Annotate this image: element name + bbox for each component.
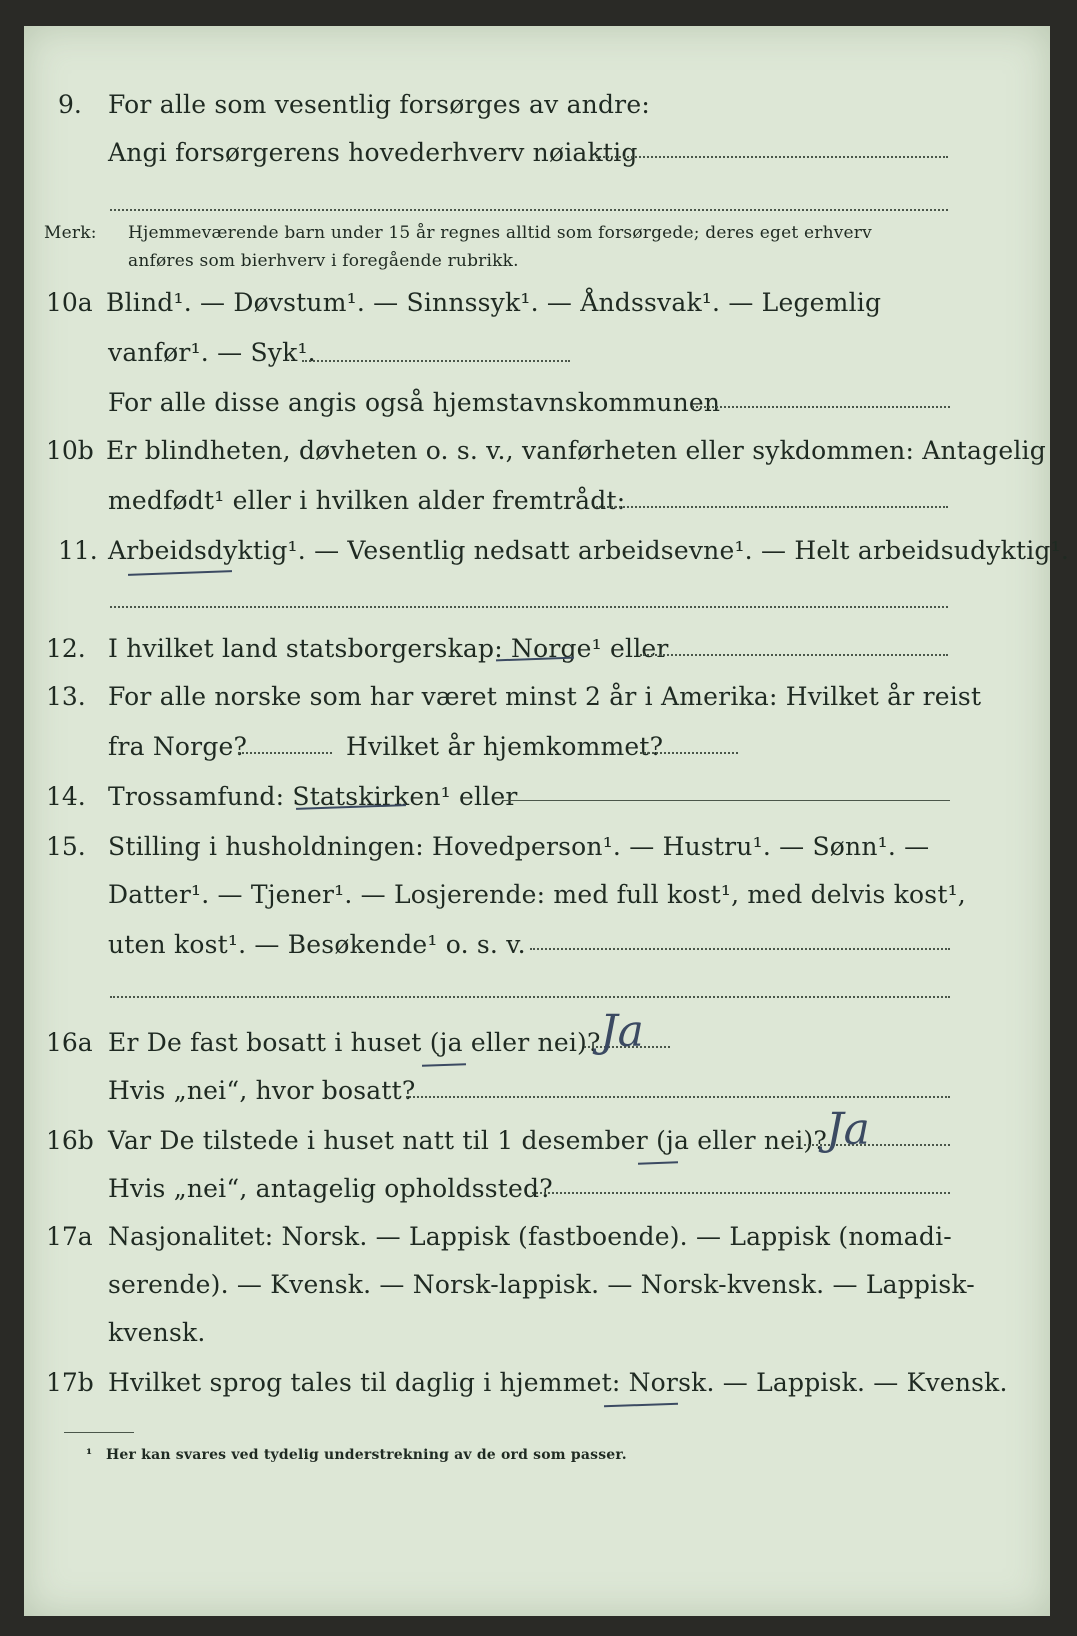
q16b-underline-mark bbox=[638, 1161, 678, 1164]
q10a-line2: vanfør¹. — Syk¹. bbox=[108, 338, 316, 367]
q15-line3: uten kost¹. — Besøkende¹ o. s. v. bbox=[108, 930, 526, 959]
q13-line2a: fra Norge? bbox=[108, 732, 248, 761]
q14-religion-field[interactable] bbox=[502, 800, 950, 801]
q10a-sick-field[interactable] bbox=[302, 360, 570, 362]
q10b-number: 10b bbox=[46, 436, 94, 465]
q12-number: 12. bbox=[46, 634, 86, 663]
q17b-line1: Hvilket sprog tales til daglig i hjemmet: Norsk. — Lappisk. — Kvensk. bbox=[108, 1368, 1008, 1397]
q12-citizenship-field[interactable] bbox=[640, 654, 948, 656]
q14-number: 14. bbox=[46, 782, 86, 811]
q15-line1: Stilling i husholdningen: Hovedperson¹. — Hustru¹. — Sønn¹. — bbox=[108, 832, 930, 861]
q15-line2: Datter¹. — Tjener¹. — Losjerende: med full kost¹, med delvis kost¹, bbox=[108, 880, 966, 909]
q12-line1: I hvilket land statsborgerskap: Norge¹ eller bbox=[108, 634, 669, 663]
q16a-number: 16a bbox=[46, 1028, 93, 1057]
q15-answer-field-2[interactable] bbox=[110, 996, 950, 998]
q10b-age-field[interactable] bbox=[596, 506, 948, 508]
q9-answer-field-2[interactable] bbox=[110, 209, 948, 211]
q15-answer-field[interactable] bbox=[530, 948, 950, 950]
q13-number: 13. bbox=[46, 682, 86, 711]
q14-line1: Trossamfund: Statskirken¹ eller bbox=[108, 782, 518, 811]
q16b-line2: Hvis „nei“, antagelig opholdssted? bbox=[108, 1174, 553, 1203]
q9-number: 9. bbox=[58, 90, 82, 119]
q16a-line2: Hvis „nei“, hvor bosatt? bbox=[108, 1076, 416, 1105]
merk-line2: anføres som bierhverv i foregående rubrikk. bbox=[128, 251, 519, 271]
q13-line2b: Hvilket år hjemkommet? bbox=[346, 732, 664, 761]
q16b-location-field[interactable] bbox=[532, 1192, 950, 1194]
q11-line1: Arbeidsdyktig¹. — Vesentlig nedsatt arbeidsevne¹. — Helt arbeidsudyktig¹. bbox=[108, 536, 1069, 565]
footnote-rule bbox=[64, 1432, 134, 1433]
footnote-text: Her kan svares ved tydelig understrekning av de ord som passer. bbox=[106, 1447, 627, 1463]
merk-label: Merk: bbox=[44, 223, 97, 243]
q10b-line1: Er blindheten, døvheten o. s. v., vanførheten eller sykdommen: Antagelig bbox=[106, 436, 1046, 465]
merk-line1: Hjemmeværende barn under 15 år regnes alltid som forsørgede; deres eget erhverv bbox=[128, 223, 872, 243]
q13-return-year-field[interactable] bbox=[640, 752, 738, 754]
q17a-line3: kvensk. bbox=[108, 1318, 206, 1347]
q16a-line1: Er De fast bosatt i huset (ja eller nei)? bbox=[108, 1028, 601, 1057]
q13-departure-year-field[interactable] bbox=[238, 752, 332, 754]
q9-line1: For alle som vesentlig forsørges av andre: bbox=[108, 90, 650, 119]
q9-answer-field[interactable] bbox=[596, 156, 948, 158]
footnote-mark: ¹ bbox=[86, 1447, 93, 1463]
q11-answer-field[interactable] bbox=[110, 606, 948, 608]
q17a-number: 17a bbox=[46, 1222, 93, 1251]
q11-number: 11. bbox=[58, 536, 98, 565]
q16b-number: 16b bbox=[46, 1126, 94, 1155]
q16a-underline-mark bbox=[422, 1063, 466, 1067]
q17a-line1: Nasjonalitet: Norsk. — Lappisk (fastboende). — Lappisk (nomadi- bbox=[108, 1222, 952, 1251]
q10b-line2: medfødt¹ eller i hvilken alder fremtrådt: bbox=[108, 486, 626, 515]
q17b-underline-mark bbox=[604, 1403, 678, 1408]
q16a-residence-field[interactable] bbox=[406, 1096, 950, 1098]
q17b-number: 17b bbox=[46, 1368, 94, 1397]
q10a-number: 10a bbox=[46, 288, 93, 317]
q17a-line2: serende). — Kvensk. — Norsk-lappisk. — Norsk-kvensk. — Lappisk- bbox=[108, 1270, 975, 1299]
q16b-handwritten-answer: Ja bbox=[826, 1104, 870, 1155]
q16a-handwritten-answer: Ja bbox=[600, 1006, 644, 1057]
q11-underline-mark bbox=[128, 570, 232, 576]
q10a-home-municipality-field[interactable] bbox=[692, 406, 950, 408]
census-form-page bbox=[24, 26, 1069, 1616]
q13-line1: For alle norske som har været minst 2 år i Amerika: Hvilket år reist bbox=[108, 682, 982, 711]
q15-number: 15. bbox=[46, 832, 86, 861]
q16b-line1: Var De tilstede i huset natt til 1 desember (ja eller nei)? bbox=[108, 1126, 827, 1155]
q10a-line1: Blind¹. — Døvstum¹. — Sinnssyk¹. — Åndssvak¹. — Legemlig bbox=[106, 288, 882, 317]
q9-line2: Angi forsørgerens hovederhverv nøiaktig bbox=[108, 138, 638, 167]
q10a-line3: For alle disse angis også hjemstavnskommunen bbox=[108, 388, 721, 417]
